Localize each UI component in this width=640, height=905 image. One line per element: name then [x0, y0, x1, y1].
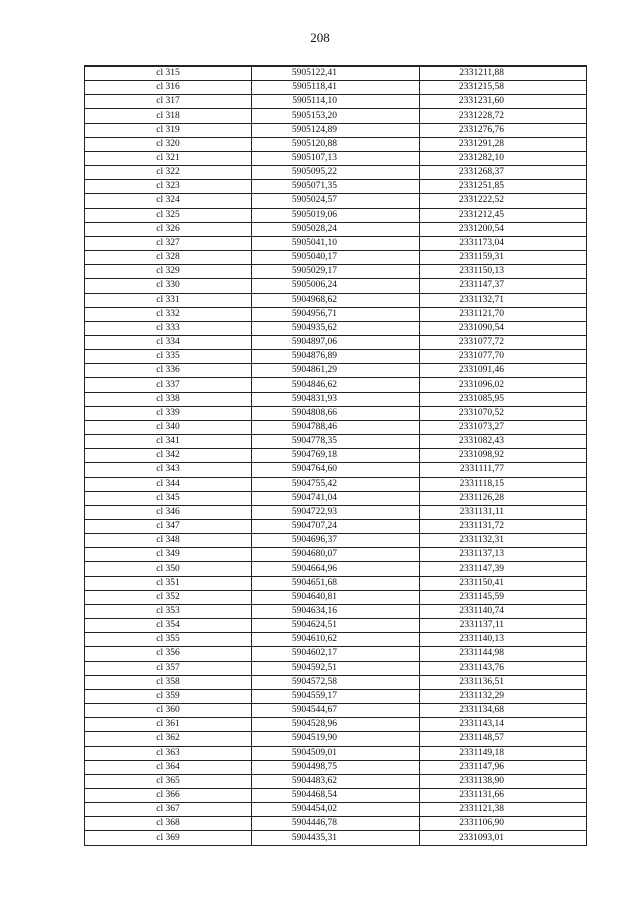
y-coordinate-cell: 2331077,70 [420, 350, 587, 364]
x-coordinate-cell: 5905041,10 [252, 236, 420, 250]
point-id-cell: cl 348 [85, 534, 252, 548]
y-coordinate-cell: 2331147,39 [420, 562, 587, 576]
table-row [85, 335, 587, 349]
table-row [85, 180, 587, 194]
table-row [85, 109, 587, 123]
x-coordinate-cell: 5904624,51 [252, 619, 420, 633]
table-row [85, 137, 587, 151]
x-coordinate-cell: 5904651,68 [252, 576, 420, 590]
point-id-cell: cl 323 [85, 180, 252, 194]
point-id-cell: cl 367 [85, 803, 252, 817]
table-row [85, 279, 587, 293]
x-coordinate-cell: 5905095,22 [252, 166, 420, 180]
point-id-cell: cl 327 [85, 236, 252, 250]
x-coordinate-cell: 5905019,06 [252, 208, 420, 222]
point-id-cell: cl 353 [85, 604, 252, 618]
point-id-cell: cl 318 [85, 109, 252, 123]
table-row [85, 392, 587, 406]
x-coordinate-cell: 5904861,29 [252, 364, 420, 378]
y-coordinate-cell: 2331131,72 [420, 520, 587, 534]
x-coordinate-cell: 5904519,90 [252, 732, 420, 746]
y-coordinate-cell: 2331140,74 [420, 604, 587, 618]
y-coordinate-cell: 2331132,71 [420, 293, 587, 307]
point-id-cell: cl 360 [85, 704, 252, 718]
table-row [85, 661, 587, 675]
point-id-cell: cl 337 [85, 378, 252, 392]
point-id-cell: cl 343 [85, 463, 252, 477]
table-row [85, 505, 587, 519]
point-id-cell: cl 366 [85, 788, 252, 802]
table-row [85, 774, 587, 788]
x-coordinate-cell: 5904788,46 [252, 420, 420, 434]
table-row [85, 222, 587, 236]
y-coordinate-cell: 2331134,68 [420, 704, 587, 718]
table-row [85, 364, 587, 378]
table-row [85, 166, 587, 180]
x-coordinate-cell: 5905153,20 [252, 109, 420, 123]
table-row [85, 619, 587, 633]
x-coordinate-cell: 5904592,51 [252, 661, 420, 675]
coordinates-table-body [85, 66, 587, 845]
point-id-cell: cl 362 [85, 732, 252, 746]
table-row [85, 350, 587, 364]
x-coordinate-cell: 5904483,62 [252, 774, 420, 788]
x-coordinate-cell: 5905040,17 [252, 251, 420, 265]
y-coordinate-cell: 2331200,54 [420, 222, 587, 236]
y-coordinate-cell: 2331073,27 [420, 420, 587, 434]
y-coordinate-cell: 2331143,76 [420, 661, 587, 675]
point-id-cell: cl 342 [85, 449, 252, 463]
x-coordinate-cell: 5904509,01 [252, 746, 420, 760]
table-row [85, 265, 587, 279]
y-coordinate-cell: 2331150,41 [420, 576, 587, 590]
point-id-cell: cl 316 [85, 81, 252, 95]
point-id-cell: cl 355 [85, 633, 252, 647]
y-coordinate-cell: 2331090,54 [420, 321, 587, 335]
x-coordinate-cell: 5904664,96 [252, 562, 420, 576]
point-id-cell: cl 332 [85, 307, 252, 321]
table-row [85, 576, 587, 590]
table-row [85, 746, 587, 760]
point-id-cell: cl 344 [85, 477, 252, 491]
table-row [85, 491, 587, 505]
table-row [85, 66, 587, 81]
x-coordinate-cell: 5904544,67 [252, 704, 420, 718]
table-row [85, 817, 587, 831]
y-coordinate-cell: 2331132,29 [420, 689, 587, 703]
table-row [85, 449, 587, 463]
point-id-cell: cl 320 [85, 137, 252, 151]
table-row [85, 647, 587, 661]
x-coordinate-cell: 5905107,13 [252, 151, 420, 165]
table-row [85, 732, 587, 746]
y-coordinate-cell: 2331093,01 [420, 831, 587, 845]
point-id-cell: cl 338 [85, 392, 252, 406]
table-row [85, 562, 587, 576]
x-coordinate-cell: 5904528,96 [252, 718, 420, 732]
x-coordinate-cell: 5905006,24 [252, 279, 420, 293]
y-coordinate-cell: 2331098,92 [420, 449, 587, 463]
table-row [85, 831, 587, 845]
table-row [85, 548, 587, 562]
point-id-cell: cl 330 [85, 279, 252, 293]
x-coordinate-cell: 5904876,89 [252, 350, 420, 364]
point-id-cell: cl 325 [85, 208, 252, 222]
y-coordinate-cell: 2331231,60 [420, 95, 587, 109]
point-id-cell: cl 352 [85, 590, 252, 604]
point-id-cell: cl 354 [85, 619, 252, 633]
x-coordinate-cell: 5904559,17 [252, 689, 420, 703]
x-coordinate-cell: 5904707,24 [252, 520, 420, 534]
y-coordinate-cell: 2331106,90 [420, 817, 587, 831]
x-coordinate-cell: 5904741,04 [252, 491, 420, 505]
y-coordinate-cell: 2331136,51 [420, 675, 587, 689]
page-number: 208 [310, 30, 330, 45]
point-id-cell: cl 369 [85, 831, 252, 845]
y-coordinate-cell: 2331159,31 [420, 251, 587, 265]
table-row [85, 194, 587, 208]
point-id-cell: cl 317 [85, 95, 252, 109]
x-coordinate-cell: 5904498,75 [252, 760, 420, 774]
x-coordinate-cell: 5904846,62 [252, 378, 420, 392]
point-id-cell: cl 326 [85, 222, 252, 236]
table-row [85, 590, 587, 604]
y-coordinate-cell: 2331148,57 [420, 732, 587, 746]
table-row [85, 307, 587, 321]
x-coordinate-cell: 5904778,35 [252, 435, 420, 449]
table-row [85, 208, 587, 222]
y-coordinate-cell: 2331096,02 [420, 378, 587, 392]
table-row [85, 95, 587, 109]
point-id-cell: cl 334 [85, 335, 252, 349]
point-id-cell: cl 365 [85, 774, 252, 788]
point-id-cell: cl 363 [85, 746, 252, 760]
x-coordinate-cell: 5904602,17 [252, 647, 420, 661]
coordinates-table [84, 65, 587, 846]
point-id-cell: cl 364 [85, 760, 252, 774]
point-id-cell: cl 315 [85, 66, 252, 81]
y-coordinate-cell: 2331251,85 [420, 180, 587, 194]
x-coordinate-cell: 5904696,37 [252, 534, 420, 548]
point-id-cell: cl 336 [85, 364, 252, 378]
y-coordinate-cell: 2331121,70 [420, 307, 587, 321]
x-coordinate-cell: 5904831,93 [252, 392, 420, 406]
y-coordinate-cell: 2331082,43 [420, 435, 587, 449]
x-coordinate-cell: 5904764,60 [252, 463, 420, 477]
point-id-cell: cl 335 [85, 350, 252, 364]
x-coordinate-cell: 5904722,93 [252, 505, 420, 519]
y-coordinate-cell: 2331137,13 [420, 548, 587, 562]
point-id-cell: cl 359 [85, 689, 252, 703]
x-coordinate-cell: 5905114,10 [252, 95, 420, 109]
y-coordinate-cell: 2331121,38 [420, 803, 587, 817]
y-coordinate-cell: 2331137,11 [420, 619, 587, 633]
point-id-cell: cl 357 [85, 661, 252, 675]
x-coordinate-cell: 5905028,24 [252, 222, 420, 236]
y-coordinate-cell: 2331085,95 [420, 392, 587, 406]
point-id-cell: cl 347 [85, 520, 252, 534]
x-coordinate-cell: 5904755,42 [252, 477, 420, 491]
y-coordinate-cell: 2331222,52 [420, 194, 587, 208]
y-coordinate-cell: 2331126,28 [420, 491, 587, 505]
y-coordinate-cell: 2331150,13 [420, 265, 587, 279]
x-coordinate-cell: 5904808,66 [252, 406, 420, 420]
table-row [85, 435, 587, 449]
point-id-cell: cl 339 [85, 406, 252, 420]
x-coordinate-cell: 5904640,81 [252, 590, 420, 604]
y-coordinate-cell: 2331228,72 [420, 109, 587, 123]
x-coordinate-cell: 5904897,06 [252, 335, 420, 349]
x-coordinate-cell: 5904769,18 [252, 449, 420, 463]
y-coordinate-cell: 2331138,90 [420, 774, 587, 788]
x-coordinate-cell: 5905120,88 [252, 137, 420, 151]
y-coordinate-cell: 2331111,77 [420, 463, 587, 477]
table-row [85, 704, 587, 718]
x-coordinate-cell: 5905029,17 [252, 265, 420, 279]
table-row [85, 604, 587, 618]
point-id-cell: cl 322 [85, 166, 252, 180]
point-id-cell: cl 333 [85, 321, 252, 335]
y-coordinate-cell: 2331131,11 [420, 505, 587, 519]
table-row [85, 151, 587, 165]
y-coordinate-cell: 2331173,04 [420, 236, 587, 250]
y-coordinate-cell: 2331145,59 [420, 590, 587, 604]
x-coordinate-cell: 5905118,41 [252, 81, 420, 95]
table-row [85, 520, 587, 534]
table-row [85, 689, 587, 703]
table-row [85, 81, 587, 95]
y-coordinate-cell: 2331215,58 [420, 81, 587, 95]
y-coordinate-cell: 2331149,18 [420, 746, 587, 760]
x-coordinate-cell: 5905122,41 [252, 66, 420, 81]
table-row [85, 788, 587, 802]
point-id-cell: cl 331 [85, 293, 252, 307]
table-row [85, 803, 587, 817]
table-row [85, 760, 587, 774]
x-coordinate-cell: 5904935,62 [252, 321, 420, 335]
y-coordinate-cell: 2331291,28 [420, 137, 587, 151]
point-id-cell: cl 368 [85, 817, 252, 831]
x-coordinate-cell: 5904572,58 [252, 675, 420, 689]
y-coordinate-cell: 2331211,88 [420, 66, 587, 81]
y-coordinate-cell: 2331144,98 [420, 647, 587, 661]
y-coordinate-cell: 2331268,37 [420, 166, 587, 180]
y-coordinate-cell: 2331147,37 [420, 279, 587, 293]
point-id-cell: cl 321 [85, 151, 252, 165]
x-coordinate-cell: 5905071,35 [252, 180, 420, 194]
table-row [85, 378, 587, 392]
x-coordinate-cell: 5904454,02 [252, 803, 420, 817]
x-coordinate-cell: 5904956,71 [252, 307, 420, 321]
table-row [85, 321, 587, 335]
y-coordinate-cell: 2331212,45 [420, 208, 587, 222]
x-coordinate-cell: 5904468,54 [252, 788, 420, 802]
x-coordinate-cell: 5904680,07 [252, 548, 420, 562]
point-id-cell: cl 358 [85, 675, 252, 689]
point-id-cell: cl 345 [85, 491, 252, 505]
point-id-cell: cl 329 [85, 265, 252, 279]
table-row [85, 123, 587, 137]
point-id-cell: cl 351 [85, 576, 252, 590]
table-row [85, 718, 587, 732]
table-row [85, 406, 587, 420]
y-coordinate-cell: 2331276,76 [420, 123, 587, 137]
x-coordinate-cell: 5905124,89 [252, 123, 420, 137]
point-id-cell: cl 341 [85, 435, 252, 449]
point-id-cell: cl 356 [85, 647, 252, 661]
table-row [85, 251, 587, 265]
x-coordinate-cell: 5904435,31 [252, 831, 420, 845]
table-row [85, 236, 587, 250]
point-id-cell: cl 340 [85, 420, 252, 434]
point-id-cell: cl 319 [85, 123, 252, 137]
table-row [85, 420, 587, 434]
y-coordinate-cell: 2331132,31 [420, 534, 587, 548]
table-row [85, 534, 587, 548]
y-coordinate-cell: 2331147,96 [420, 760, 587, 774]
table-row [85, 675, 587, 689]
table-row [85, 293, 587, 307]
y-coordinate-cell: 2331091,46 [420, 364, 587, 378]
y-coordinate-cell: 2331077,72 [420, 335, 587, 349]
x-coordinate-cell: 5904634,16 [252, 604, 420, 618]
y-coordinate-cell: 2331140,13 [420, 633, 587, 647]
x-coordinate-cell: 5904610,62 [252, 633, 420, 647]
y-coordinate-cell: 2331282,10 [420, 151, 587, 165]
y-coordinate-cell: 2331118,15 [420, 477, 587, 491]
point-id-cell: cl 324 [85, 194, 252, 208]
table-row [85, 477, 587, 491]
table-row [85, 633, 587, 647]
point-id-cell: cl 346 [85, 505, 252, 519]
x-coordinate-cell: 5904446,78 [252, 817, 420, 831]
y-coordinate-cell: 2331070,52 [420, 406, 587, 420]
point-id-cell: cl 349 [85, 548, 252, 562]
point-id-cell: cl 350 [85, 562, 252, 576]
x-coordinate-cell: 5904968,62 [252, 293, 420, 307]
x-coordinate-cell: 5905024,57 [252, 194, 420, 208]
point-id-cell: cl 361 [85, 718, 252, 732]
point-id-cell: cl 328 [85, 251, 252, 265]
y-coordinate-cell: 2331131,66 [420, 788, 587, 802]
table-row [85, 463, 587, 477]
y-coordinate-cell: 2331143,14 [420, 718, 587, 732]
